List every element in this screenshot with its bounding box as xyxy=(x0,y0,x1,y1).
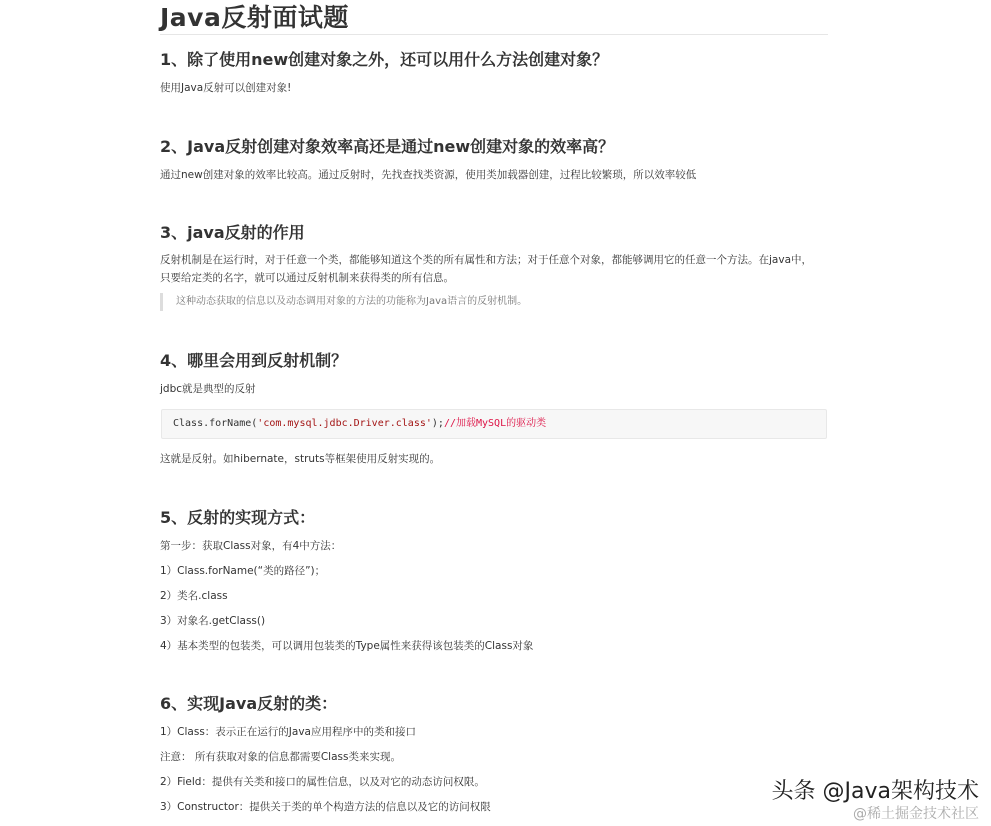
section-5-method-4: 4）基本类型的包装类，可以调用包装类的Type属性来获得该包装类的Class对象 xyxy=(160,640,534,652)
section-5-heading: 5、反射的实现方式： xyxy=(160,508,316,527)
section-5-method-2: 2）类名.class xyxy=(160,590,228,602)
section-5-method-1: 1）Class.forName(“类的路径”)； xyxy=(160,565,326,577)
code-block xyxy=(161,409,827,439)
section-6-heading: 6、实现Java反射的类： xyxy=(160,694,338,713)
code-call: Class.forName( xyxy=(173,418,258,429)
section-5-method-3: 3）对象名.getClass() xyxy=(160,615,266,627)
section-1-paragraph: 使用Java反射可以创建对象! xyxy=(160,82,292,94)
section-6-item-field: 2）Field：提供有关类和接口的属性信息，以及对它的动态访问权限。 xyxy=(160,776,485,788)
section-4-intro: jdbc就是典型的反射 xyxy=(160,383,256,395)
section-2-paragraph: 通过new创建对象的效率比较高。通过反射时，先找查找类资源，使用类加载器创建，过程比较繁琐，所以效率较低 xyxy=(160,169,697,181)
section-4-heading: 4、哪里会用到反射机制？ xyxy=(160,351,348,370)
section-6-item-constructor: 3）Constructor：提供关于类的单个构造方法的信息以及它的访问权限 xyxy=(160,801,491,813)
section-3-heading: 3、java反射的作用 xyxy=(160,223,305,242)
section-5-step: 第一步：获取Class对象，有4中方法： xyxy=(160,540,342,552)
section-3-paragraph: 反射机制是在运行时，对于任意一个类，都能够知道这个类的所有属性和方法；对于任意个对象，都能够调用它的任意一个方法。在java中，只要给定类的名字，就可以通过反射机制来获得类的所有信息。 xyxy=(160,254,812,284)
watermark xyxy=(772,774,979,823)
section-3-blockquote: 这种动态获取的信息以及动态调用对象的方法的功能称为Java语言的反射机制。 xyxy=(160,293,527,311)
code-comment: //加载MySQL的驱动类 xyxy=(443,418,547,429)
watermark-community: @稀土掘金技术社区 xyxy=(853,806,979,822)
watermark-author: 头条 @Java架构技术 xyxy=(771,779,979,804)
section-1-heading: 1、除了使用new创建对象之外，还可以用什么方法创建对象？ xyxy=(160,50,609,69)
code-string: 'com.mysql.jdbc.Driver.class' xyxy=(257,418,432,429)
section-6-item-class: 1）Class：表示正在运行的Java应用程序中的类和接口 xyxy=(160,726,416,738)
section-6-note: 注意： 所有获取对象的信息都需要Class类来实现。 xyxy=(160,751,401,763)
code-suffix: ); xyxy=(431,418,444,429)
section-4-outro: 这就是反射。如hibernate，struts等框架使用反射实现的。 xyxy=(160,453,441,465)
section-2-heading: 2、Java反射创建对象效率高还是通过new创建对象的效率高？ xyxy=(160,137,615,156)
title-divider xyxy=(160,34,828,35)
page-title: Java反射面试题 xyxy=(160,3,349,32)
